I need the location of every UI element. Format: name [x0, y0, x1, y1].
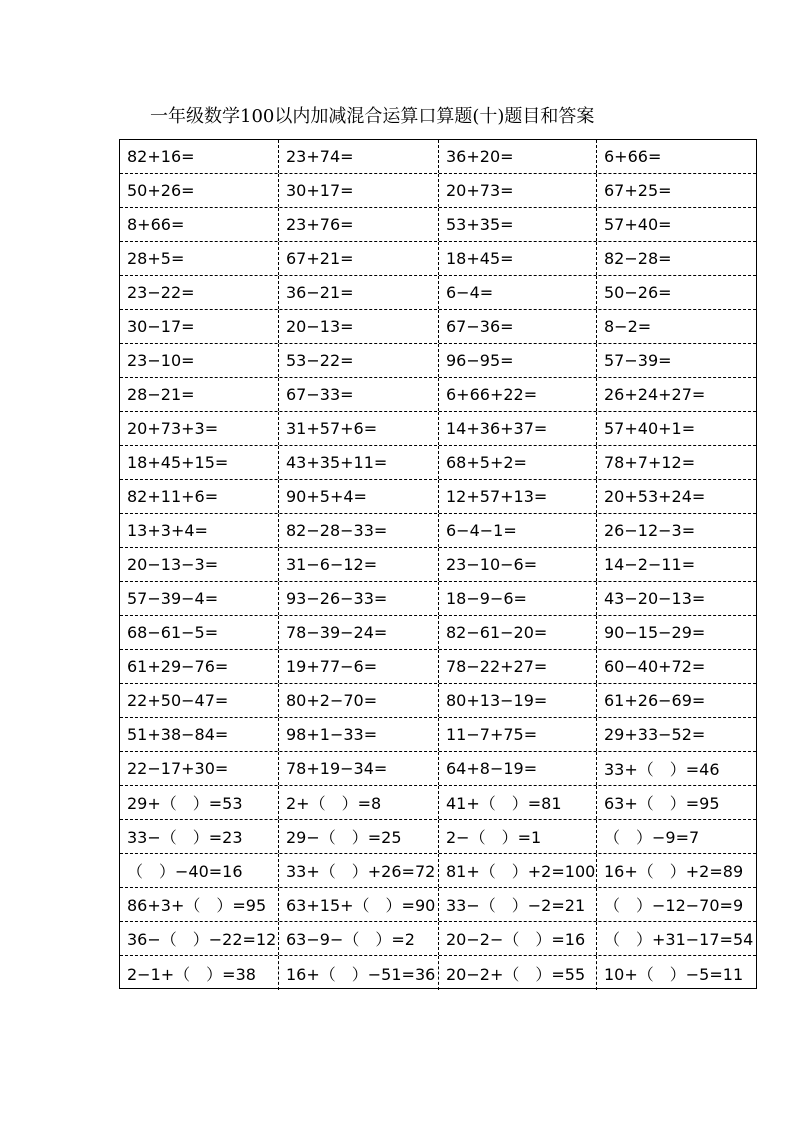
problem-cell: 14−2−11=	[604, 555, 696, 574]
problem-cell: 13+3+4=	[120, 514, 279, 547]
problem-cell: 96−95=	[439, 344, 597, 377]
problem-table	[119, 139, 757, 989]
problem-cell: 82+16=	[120, 140, 279, 173]
problem-cell: 86+3+（ ）=95	[120, 888, 279, 921]
problem-cell: 18−9−6=	[439, 582, 597, 615]
table-row	[120, 650, 756, 684]
problem-cell: （ ）+31−17=54	[604, 930, 754, 949]
problem-cell: 64+8−19=	[439, 752, 597, 785]
problem-cell: 20−2+（ ）=55	[439, 956, 597, 990]
table-row	[120, 140, 756, 174]
table-row	[120, 684, 756, 718]
problem-cell: 82−28=	[604, 249, 672, 268]
problem-cell: 61+26−69=	[604, 691, 706, 710]
problem-cell: 43+35+11=	[279, 446, 439, 479]
problem-cell: 11−7+75=	[439, 718, 597, 751]
table-row	[120, 242, 756, 276]
table-row	[120, 616, 756, 650]
table-row	[120, 446, 756, 480]
problem-cell: 10+（ ）−5=11	[604, 964, 744, 984]
problem-cell: 6+66=	[604, 147, 662, 166]
table-row	[120, 514, 756, 548]
problem-cell: 30+17=	[279, 174, 439, 207]
problem-cell: 63+15+（ ）=90	[279, 888, 439, 921]
problem-cell: 26−12−3=	[604, 521, 696, 540]
problem-cell: 36−（ ）−22=12	[120, 922, 279, 955]
problem-cell: 68−61−5=	[120, 616, 279, 649]
table-row	[120, 548, 756, 582]
problem-cell: 36−21=	[279, 276, 439, 309]
problem-cell: 2+（ ）=8	[279, 786, 439, 819]
table-row	[120, 820, 756, 854]
problem-cell: 29+33−52=	[604, 725, 706, 744]
problem-cell: 20−2−（ ）=16	[439, 922, 597, 955]
problem-cell: 63+（ ）=95	[604, 794, 720, 813]
problem-cell: 81+（ ）+2=100	[439, 854, 597, 887]
problem-cell: 50+26=	[120, 174, 279, 207]
problem-cell: 2−（ ）=1	[439, 820, 597, 853]
table-row	[120, 582, 756, 616]
problem-cell: 78+7+12=	[604, 453, 696, 472]
table-row	[120, 344, 756, 378]
problem-cell: 12+57+13=	[439, 480, 597, 513]
problem-cell: 29−（ ）=25	[279, 820, 439, 853]
problem-cell: 31−6−12=	[279, 548, 439, 581]
problem-cell: 80+2−70=	[279, 684, 439, 717]
table-row	[120, 378, 756, 412]
problem-cell: 16+（ ）+2=89	[604, 862, 744, 881]
problem-cell: 57−39=	[604, 351, 672, 370]
problem-cell: 98+1−33=	[279, 718, 439, 751]
problem-cell: 20+73=	[439, 174, 597, 207]
problem-cell: 6−4−1=	[439, 514, 597, 547]
problem-cell: 78+19−34=	[279, 752, 439, 785]
problem-cell: 22−17+30=	[120, 752, 279, 785]
problem-cell: 26+24+27=	[604, 385, 706, 404]
problem-cell: 22+50−47=	[120, 684, 279, 717]
problem-cell: 8−2=	[604, 317, 652, 336]
problem-cell: 16+（ ）−51=36	[279, 956, 439, 990]
problem-cell: 2−1+（ ）=38	[120, 956, 279, 990]
problem-cell: 82+11+6=	[120, 480, 279, 513]
problem-cell: 50−26=	[604, 283, 672, 302]
problem-cell: 67+25=	[604, 181, 672, 200]
problem-cell: （ ）−12−70=9	[604, 896, 744, 915]
problem-cell: （ ）−9=7	[604, 828, 700, 847]
problem-cell: 19+77−6=	[279, 650, 439, 683]
problem-cell: 82−61−20=	[439, 616, 597, 649]
table-row	[120, 412, 756, 446]
problem-cell: 28+5=	[120, 242, 279, 275]
table-row	[120, 310, 756, 344]
problem-cell: 6+66+22=	[439, 378, 597, 411]
problem-cell: 31+57+6=	[279, 412, 439, 445]
table-row	[120, 922, 756, 956]
problem-cell: 78−22+27=	[439, 650, 597, 683]
problem-cell: （ ）−40=16	[120, 854, 279, 887]
problem-cell: 20+73+3=	[120, 412, 279, 445]
table-row	[120, 208, 756, 242]
problem-cell: 33−（ ）=23	[120, 820, 279, 853]
problem-cell: 82−28−33=	[279, 514, 439, 547]
problem-cell: 8+66=	[120, 208, 279, 241]
problem-cell: 67+21=	[279, 242, 439, 275]
problem-cell: 28−21=	[120, 378, 279, 411]
problem-cell: 57+40=	[604, 215, 672, 234]
problem-cell: 90+5+4=	[279, 480, 439, 513]
problem-cell: 23−10=	[120, 344, 279, 377]
problem-cell: 67−33=	[279, 378, 439, 411]
problem-cell: 53−22=	[279, 344, 439, 377]
problem-cell: 29+（ ）=53	[120, 786, 279, 819]
table-row	[120, 276, 756, 310]
problem-cell: 33+（ ）+26=72	[279, 854, 439, 887]
table-row	[120, 888, 756, 922]
problem-cell: 41+（ ）=81	[439, 786, 597, 819]
problem-cell: 33+（ ）=46	[604, 760, 720, 779]
problem-cell: 33−（ ）−2=21	[439, 888, 597, 921]
table-row	[120, 956, 756, 990]
problem-cell: 23+74=	[279, 140, 439, 173]
problem-cell: 30−17=	[120, 310, 279, 343]
problem-cell: 23−22=	[120, 276, 279, 309]
problem-cell: 23+76=	[279, 208, 439, 241]
table-row	[120, 718, 756, 752]
table-row	[120, 752, 756, 786]
problem-cell: 36+20=	[439, 140, 597, 173]
problem-cell: 90−15−29=	[604, 623, 706, 642]
table-row	[120, 854, 756, 888]
table-row	[120, 786, 756, 820]
table-row	[120, 174, 756, 208]
problem-cell: 20−13−3=	[120, 548, 279, 581]
problem-cell: 63−9−（ ）=2	[279, 922, 439, 955]
problem-cell: 93−26−33=	[279, 582, 439, 615]
problem-cell: 51+38−84=	[120, 718, 279, 751]
problem-cell: 20−13=	[279, 310, 439, 343]
problem-cell: 57−39−4=	[120, 582, 279, 615]
problem-cell: 18+45=	[439, 242, 597, 275]
problem-cell: 78−39−24=	[279, 616, 439, 649]
problem-cell: 20+53+24=	[604, 487, 706, 506]
problem-cell: 68+5+2=	[439, 446, 597, 479]
problem-cell: 14+36+37=	[439, 412, 597, 445]
problem-cell: 61+29−76=	[120, 650, 279, 683]
page-title: 一年级数学100以内加减混合运算口算题(十)题目和答案	[150, 106, 595, 127]
problem-cell: 57+40+1=	[604, 419, 696, 438]
problem-cell: 53+35=	[439, 208, 597, 241]
problem-cell: 43−20−13=	[604, 589, 706, 608]
problem-cell: 80+13−19=	[439, 684, 597, 717]
problem-cell: 18+45+15=	[120, 446, 279, 479]
table-row	[120, 480, 756, 514]
problem-cell: 60−40+72=	[604, 657, 706, 676]
problem-cell: 23−10−6=	[439, 548, 597, 581]
problem-cell: 67−36=	[439, 310, 597, 343]
problem-cell: 6−4=	[439, 276, 597, 309]
